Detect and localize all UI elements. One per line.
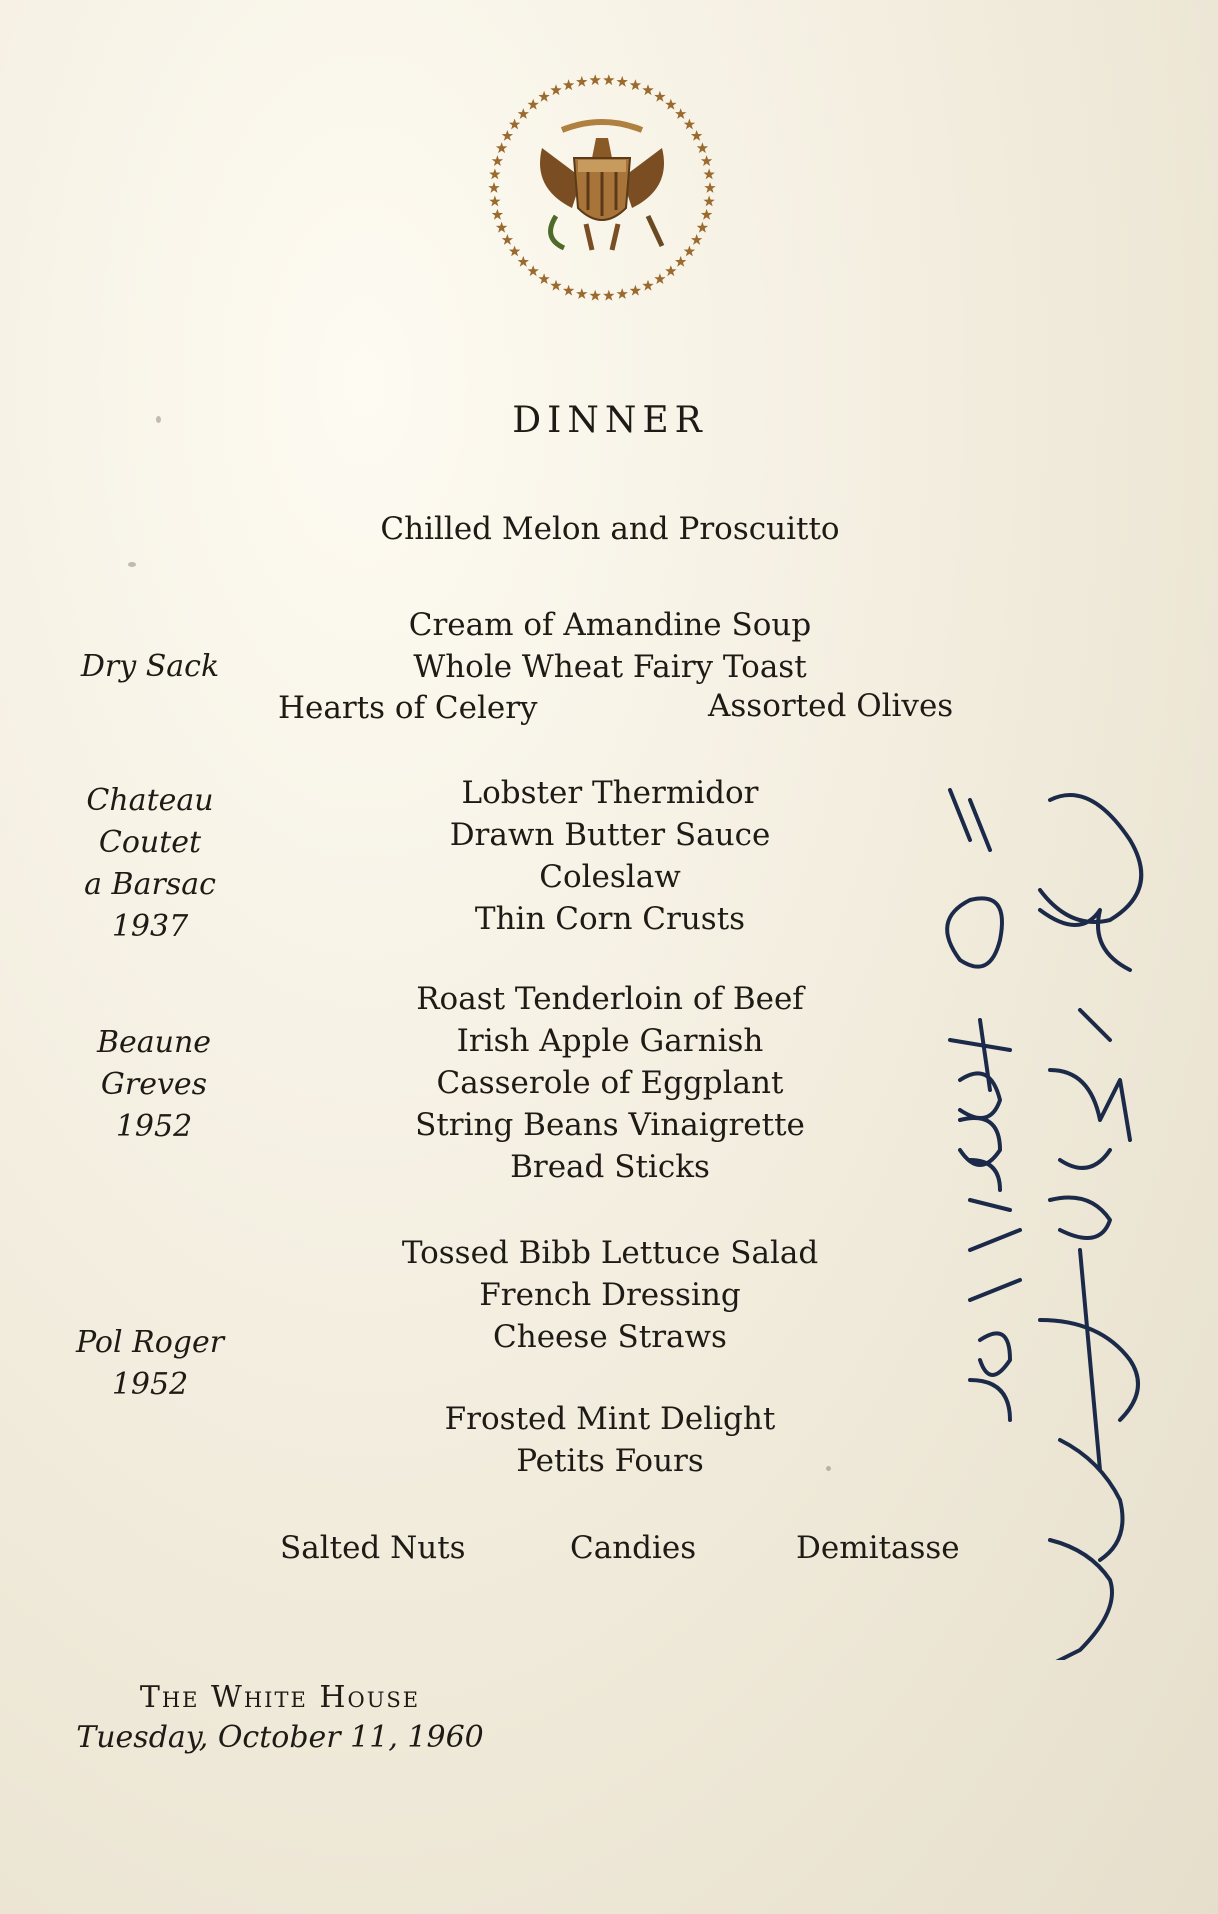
dish: Cheese Straws <box>493 1319 727 1355</box>
dish-assorted-olives: Assorted Olives <box>708 688 954 724</box>
seal-star-icon <box>697 222 708 233</box>
wine-line: 1937 <box>111 909 189 944</box>
dish: Coleslaw <box>539 859 681 895</box>
seal-star-icon <box>642 280 653 291</box>
paper-speck <box>156 416 161 423</box>
dish-candies: Candies <box>570 1530 697 1566</box>
seal-star-icon <box>691 130 702 141</box>
dish: Cream of Amandine Soup <box>408 607 812 643</box>
seal-star-icon <box>704 182 715 193</box>
presidential-seal-icon <box>484 70 720 306</box>
dish: Chilled Melon and Proscuitto <box>380 511 840 547</box>
seal-star-icon <box>576 288 587 299</box>
seal-star-icon <box>665 265 676 276</box>
dish: String Beans Vinaigrette <box>415 1107 805 1143</box>
seal-star-icon <box>502 130 513 141</box>
dish: Lobster Thermidor <box>461 775 759 811</box>
seal-star-icon <box>654 273 665 284</box>
seal-star-icon <box>603 290 614 301</box>
paper-speck <box>826 1466 831 1471</box>
course-dessert <box>250 1398 970 1482</box>
footer-date: Tuesday, October 11, 1960 <box>76 1720 484 1755</box>
seal-star-icon <box>496 222 507 233</box>
wine-beaune-greves <box>44 1022 264 1148</box>
seal-star-icon <box>665 99 676 110</box>
seal-star-icon <box>492 155 503 166</box>
dish: Irish Apple Garnish <box>456 1023 764 1059</box>
seal-star-icon <box>518 108 529 119</box>
wine-chateau-coutet <box>40 780 260 948</box>
dish-hearts-of-celery: Hearts of Celery <box>278 690 538 726</box>
course-soup <box>250 604 970 688</box>
wine-pol-roger <box>40 1322 260 1406</box>
dish-demitasse: Demitasse <box>796 1530 960 1566</box>
dish: Casserole of Eggplant <box>436 1065 784 1101</box>
seal-star-icon <box>675 108 686 119</box>
course-main <box>250 978 970 1188</box>
seal-star-icon <box>654 91 665 102</box>
dish: Frosted Mint Delight <box>444 1401 776 1437</box>
seal-star-icon <box>563 79 574 90</box>
dish: Whole Wheat Fairy Toast <box>413 649 807 685</box>
seal-star-icon <box>488 182 499 193</box>
wine-line: Beaune <box>96 1025 212 1060</box>
seal-star-icon <box>528 99 539 110</box>
dish: Tossed Bibb Lettuce Salad <box>401 1235 819 1271</box>
seal-star-icon <box>642 84 653 95</box>
dish: Roast Tenderloin of Beef <box>416 981 804 1017</box>
footer-house: The White House <box>139 1680 421 1715</box>
wine-line: Dry Sack <box>80 649 220 684</box>
course-salad <box>250 1232 970 1358</box>
seal-star-icon <box>701 155 712 166</box>
dish-salted-nuts: Salted Nuts <box>280 1530 466 1566</box>
wine-line: Coutet <box>98 825 202 860</box>
dish: Drawn Butter Sauce <box>449 817 771 853</box>
seal-star-icon <box>518 256 529 267</box>
seal-star-icon <box>684 119 695 130</box>
dish: Petits Fours <box>516 1443 704 1479</box>
seal-star-icon <box>492 209 503 220</box>
wine-line: Greves <box>100 1067 208 1102</box>
wine-line: Chateau <box>86 783 214 818</box>
menu-title: DINNER <box>512 400 708 441</box>
seal-star-icon <box>603 74 614 85</box>
seal-star-icon <box>590 74 601 85</box>
seal-star-icon <box>509 119 520 130</box>
wine-dry-sack <box>40 646 260 688</box>
seal-star-icon <box>550 84 561 95</box>
seal-star-icon <box>617 76 628 87</box>
seal-star-icon <box>576 76 587 87</box>
dish: Thin Corn Crusts <box>474 901 746 937</box>
course-starter <box>250 508 970 550</box>
seal-star-icon <box>675 256 686 267</box>
seal-star-icon <box>691 234 702 245</box>
seal-star-icon <box>630 285 641 296</box>
seal-star-icon <box>590 290 601 301</box>
seal-star-icon <box>701 209 712 220</box>
seal-star-icon <box>617 288 628 299</box>
seal-star-icon <box>630 79 641 90</box>
seal-star-icon <box>489 196 501 207</box>
wine-line: a Barsac <box>84 867 216 902</box>
wine-line: Pol Roger <box>75 1325 225 1360</box>
seal-star-icon <box>703 196 715 207</box>
course-fish <box>250 772 970 940</box>
seal-star-icon <box>538 273 549 284</box>
wine-line: 1952 <box>111 1367 189 1402</box>
seal-star-icon <box>697 142 708 153</box>
seal-star-icon <box>528 265 539 276</box>
handwritten-signature <box>930 780 1190 1660</box>
seal-star-icon <box>489 169 501 180</box>
seal-star-icon <box>496 142 507 153</box>
seal-star-icon <box>563 285 574 296</box>
seal-star-icon <box>538 91 549 102</box>
seal-star-icon <box>684 246 695 257</box>
wine-line: 1952 <box>115 1109 193 1144</box>
paper-speck <box>128 562 136 567</box>
dish: French Dressing <box>479 1277 741 1313</box>
seal-star-icon <box>509 246 520 257</box>
seal-star-icon <box>703 169 715 180</box>
dish: Bread Sticks <box>510 1149 710 1185</box>
seal-star-icon <box>550 280 561 291</box>
seal-star-icon <box>502 234 513 245</box>
